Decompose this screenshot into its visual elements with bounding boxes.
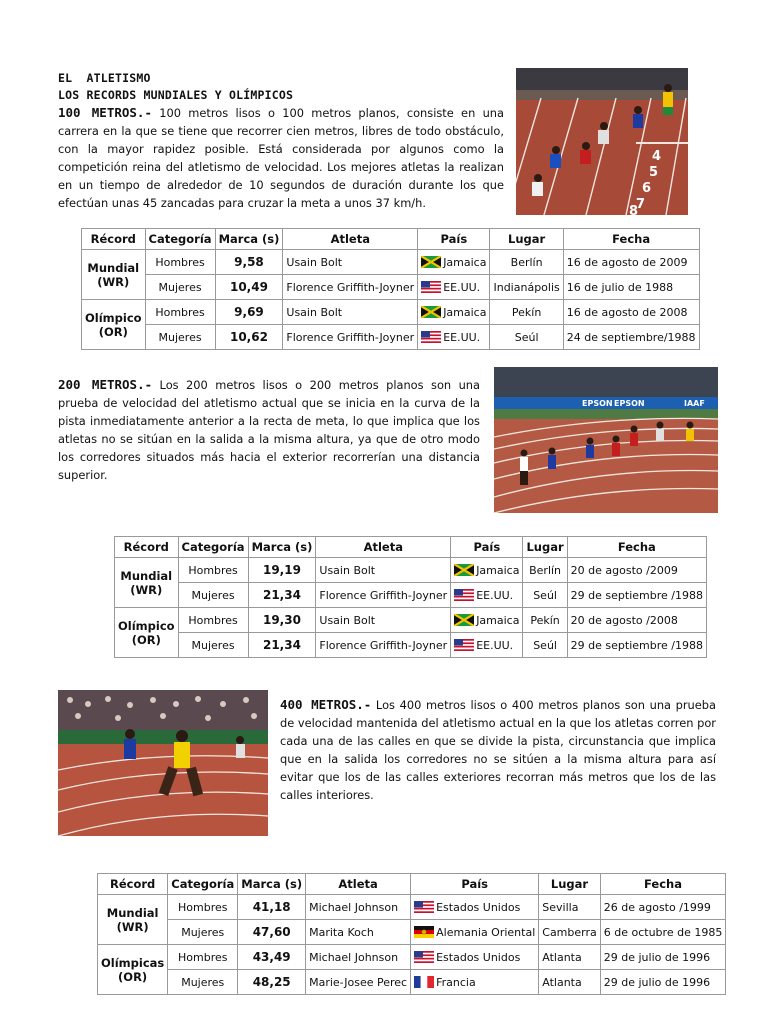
mark-cell: 41,18	[238, 895, 306, 920]
table-row	[98, 920, 726, 945]
table-row	[115, 558, 707, 583]
place-cell: Pekín	[490, 300, 563, 325]
usa-flag-icon	[421, 331, 441, 343]
category-cell: Mujeres	[178, 633, 248, 658]
column-header: Atleta	[316, 537, 451, 558]
athlete-cell: Usain Bolt	[316, 558, 451, 583]
usa-flag-icon	[454, 639, 474, 651]
date-cell: 29 de septiembre /1988	[567, 583, 706, 608]
column-header: Marca (s)	[215, 229, 283, 250]
record-type-cell: Mundial (WR)	[98, 895, 168, 945]
place-cell: Atlanta	[539, 970, 600, 995]
mark-cell: 47,60	[238, 920, 306, 945]
category-cell: Mujeres	[145, 325, 215, 350]
photo-100m-sprint	[516, 68, 688, 215]
lane-number: 6	[642, 181, 652, 196]
table-row	[82, 300, 700, 325]
athlete-cell: Usain Bolt	[283, 250, 418, 275]
country-cell: EE.UU.	[418, 325, 490, 350]
lane-number: 4	[652, 149, 662, 164]
usa-flag-icon	[421, 281, 441, 293]
mark-cell: 19,19	[248, 558, 316, 583]
column-header: Categoría	[178, 537, 248, 558]
records-table-400m	[97, 873, 726, 995]
column-header: Fecha	[600, 874, 726, 895]
record-type-cell: Mundial (WR)	[115, 558, 179, 608]
place-cell: Berlín	[490, 250, 563, 275]
place-cell: Seúl	[523, 633, 567, 658]
banner-text: IAAF	[684, 399, 705, 408]
mark-cell: 48,25	[238, 970, 306, 995]
athlete-cell: Marie-Josee Perec	[306, 970, 411, 995]
lane-number: 7	[636, 197, 646, 212]
column-header: Fecha	[563, 229, 699, 250]
athlete-cell: Michael Johnson	[306, 945, 411, 970]
date-cell: 16 de agosto de 2008	[563, 300, 699, 325]
table-header-row	[82, 229, 700, 250]
record-type-cell: Olímpicas (OR)	[98, 945, 168, 995]
place-cell: Camberra	[539, 920, 600, 945]
lane-number: 5	[649, 165, 659, 180]
lane-number: 8	[629, 204, 639, 215]
table-row	[98, 945, 726, 970]
section-title-100m: 100 METROS.-	[58, 105, 152, 120]
heading-line-1: EL ATLETISMO	[58, 71, 151, 85]
mark-cell: 10,49	[215, 275, 283, 300]
photo-400m-runners	[58, 690, 268, 836]
column-header: País	[411, 874, 539, 895]
table-header-row	[98, 874, 726, 895]
country-cell: Estados Unidos	[411, 895, 539, 920]
table-header-row	[115, 537, 707, 558]
country-cell: Estados Unidos	[411, 945, 539, 970]
mark-cell: 21,34	[248, 583, 316, 608]
table-row	[115, 633, 707, 658]
usa-flag-icon	[414, 901, 434, 913]
record-type-cell: Olímpico (OR)	[82, 300, 146, 350]
column-header: Fecha	[567, 537, 706, 558]
paragraph-200m	[58, 376, 480, 484]
column-header: Categoría	[168, 874, 238, 895]
date-cell: 29 de julio de 1996	[600, 945, 726, 970]
category-cell: Mujeres	[168, 970, 238, 995]
column-header: Lugar	[539, 874, 600, 895]
place-cell: Sevilla	[539, 895, 600, 920]
country-cell: Jamaica	[451, 558, 523, 583]
section-title-400m: 400 METROS.-	[280, 697, 372, 712]
place-cell: Pekín	[523, 608, 567, 633]
date-cell: 24 de septiembre/1988	[563, 325, 699, 350]
country-cell: EE.UU.	[451, 583, 523, 608]
column-header: Lugar	[490, 229, 563, 250]
date-cell: 20 de agosto /2008	[567, 608, 706, 633]
column-header: País	[418, 229, 490, 250]
country-cell: Jamaica	[418, 250, 490, 275]
category-cell: Mujeres	[145, 275, 215, 300]
country-cell: Jamaica	[418, 300, 490, 325]
jamaica-flag-icon	[454, 564, 474, 576]
table-row	[98, 895, 726, 920]
column-header: Categoría	[145, 229, 215, 250]
country-cell: Alemania Oriental	[411, 920, 539, 945]
section-text-100m: 100 metros lisos o 100 metros planos, consiste en una carrera en la que se tiene que recorrer cien metros, libres de todo obstáculo, con la mayor rapidez posible. Está considerada por algunos como la competición reina del atletismo de velocidad. Los mejores atletas la realizan en un tiempo de alrededor de 10 segundos de duración durante los que efectúan unas 45 zancadas para cruzar la meta a unos 37 km/h.	[58, 106, 504, 210]
athlete-cell: Michael Johnson	[306, 895, 411, 920]
paragraph-400m	[280, 696, 716, 804]
category-cell: Hombres	[145, 250, 215, 275]
record-type-cell: Mundial (WR)	[82, 250, 146, 300]
mark-cell: 9,69	[215, 300, 283, 325]
date-cell: 26 de agosto /1999	[600, 895, 726, 920]
athlete-cell: Usain Bolt	[283, 300, 418, 325]
jamaica-flag-icon	[454, 614, 474, 626]
date-cell: 29 de septiembre /1988	[567, 633, 706, 658]
column-header: Récord	[82, 229, 146, 250]
column-header: Récord	[98, 874, 168, 895]
category-cell: Mujeres	[178, 583, 248, 608]
column-header: Récord	[115, 537, 179, 558]
jamaica-flag-icon	[421, 256, 441, 268]
country-cell: Francia	[411, 970, 539, 995]
column-header: Marca (s)	[238, 874, 306, 895]
country-cell: EE.UU.	[451, 633, 523, 658]
place-cell: Seúl	[490, 325, 563, 350]
france-flag-icon	[414, 976, 434, 988]
table-row	[115, 608, 707, 633]
paragraph-100m	[58, 104, 504, 212]
athlete-cell: Marita Koch	[306, 920, 411, 945]
column-header: Atleta	[306, 874, 411, 895]
category-cell: Mujeres	[168, 920, 238, 945]
date-cell: 6 de octubre de 1985	[600, 920, 726, 945]
table-row	[82, 275, 700, 300]
table-row	[82, 325, 700, 350]
mark-cell: 9,58	[215, 250, 283, 275]
section-title-200m: 200 METROS.-	[58, 377, 153, 392]
mark-cell: 19,30	[248, 608, 316, 633]
section-text-200m: Los 200 metros lisos o 200 metros planos son una prueba de velocidad del atletismo actual que se inicia en la curva de la pista inmediatamente anterior a la recta de meta, lo que implica que los atletas no se sitúan en la salida a la misma altura, ya que de otro modo los corredores situados más hacia el exterior recorrerían una distancia superior.	[58, 378, 480, 482]
column-header: Marca (s)	[248, 537, 316, 558]
photo-200m-curve	[494, 367, 718, 513]
category-cell: Hombres	[178, 608, 248, 633]
athlete-cell: Florence Griffith-Joyner	[283, 275, 418, 300]
germany-flag-icon	[414, 926, 434, 938]
record-type-cell: Olímpico (OR)	[115, 608, 179, 658]
records-table-100m	[81, 228, 700, 350]
mark-cell: 21,34	[248, 633, 316, 658]
banner-text: EPSON	[582, 399, 613, 408]
country-cell: EE.UU.	[418, 275, 490, 300]
athlete-cell: Florence Griffith-Joyner	[283, 325, 418, 350]
heading-line-2: LOS RECORDS MUNDIALES Y OLÍMPICOS	[58, 88, 294, 102]
place-cell: Atlanta	[539, 945, 600, 970]
banner-text: EPSON	[614, 399, 645, 408]
column-header: País	[451, 537, 523, 558]
place-cell: Berlín	[523, 558, 567, 583]
athlete-cell: Florence Griffith-Joyner	[316, 583, 451, 608]
usa-flag-icon	[414, 951, 434, 963]
records-table-200m	[114, 536, 707, 658]
place-cell: Indianápolis	[490, 275, 563, 300]
column-header: Lugar	[523, 537, 567, 558]
column-header: Atleta	[283, 229, 418, 250]
athlete-cell: Usain Bolt	[316, 608, 451, 633]
athlete-cell: Florence Griffith-Joyner	[316, 633, 451, 658]
category-cell: Hombres	[168, 895, 238, 920]
section-text-400m: Los 400 metros lisos o 400 metros planos son una prueba de velocidad mantenida del atletismo actual en la que los atletas corren por cada una de las calles en que se divide la pista, circunstancia que implica que en la salida los corredores no se sitúen a la misma altura para así evitar que los de las calles exteriores recorran más metros que los de las calles interiores.	[280, 698, 716, 802]
country-cell: Jamaica	[451, 608, 523, 633]
jamaica-flag-icon	[421, 306, 441, 318]
table-row	[98, 970, 726, 995]
place-cell: Seúl	[523, 583, 567, 608]
mark-cell: 43,49	[238, 945, 306, 970]
category-cell: Hombres	[168, 945, 238, 970]
date-cell: 16 de julio de 1988	[563, 275, 699, 300]
usa-flag-icon	[454, 589, 474, 601]
table-row	[82, 250, 700, 275]
date-cell: 16 de agosto de 2009	[563, 250, 699, 275]
category-cell: Hombres	[145, 300, 215, 325]
category-cell: Hombres	[178, 558, 248, 583]
mark-cell: 10,62	[215, 325, 283, 350]
date-cell: 29 de julio de 1996	[600, 970, 726, 995]
table-row	[115, 583, 707, 608]
date-cell: 20 de agosto /2009	[567, 558, 706, 583]
document-heading	[58, 70, 293, 104]
